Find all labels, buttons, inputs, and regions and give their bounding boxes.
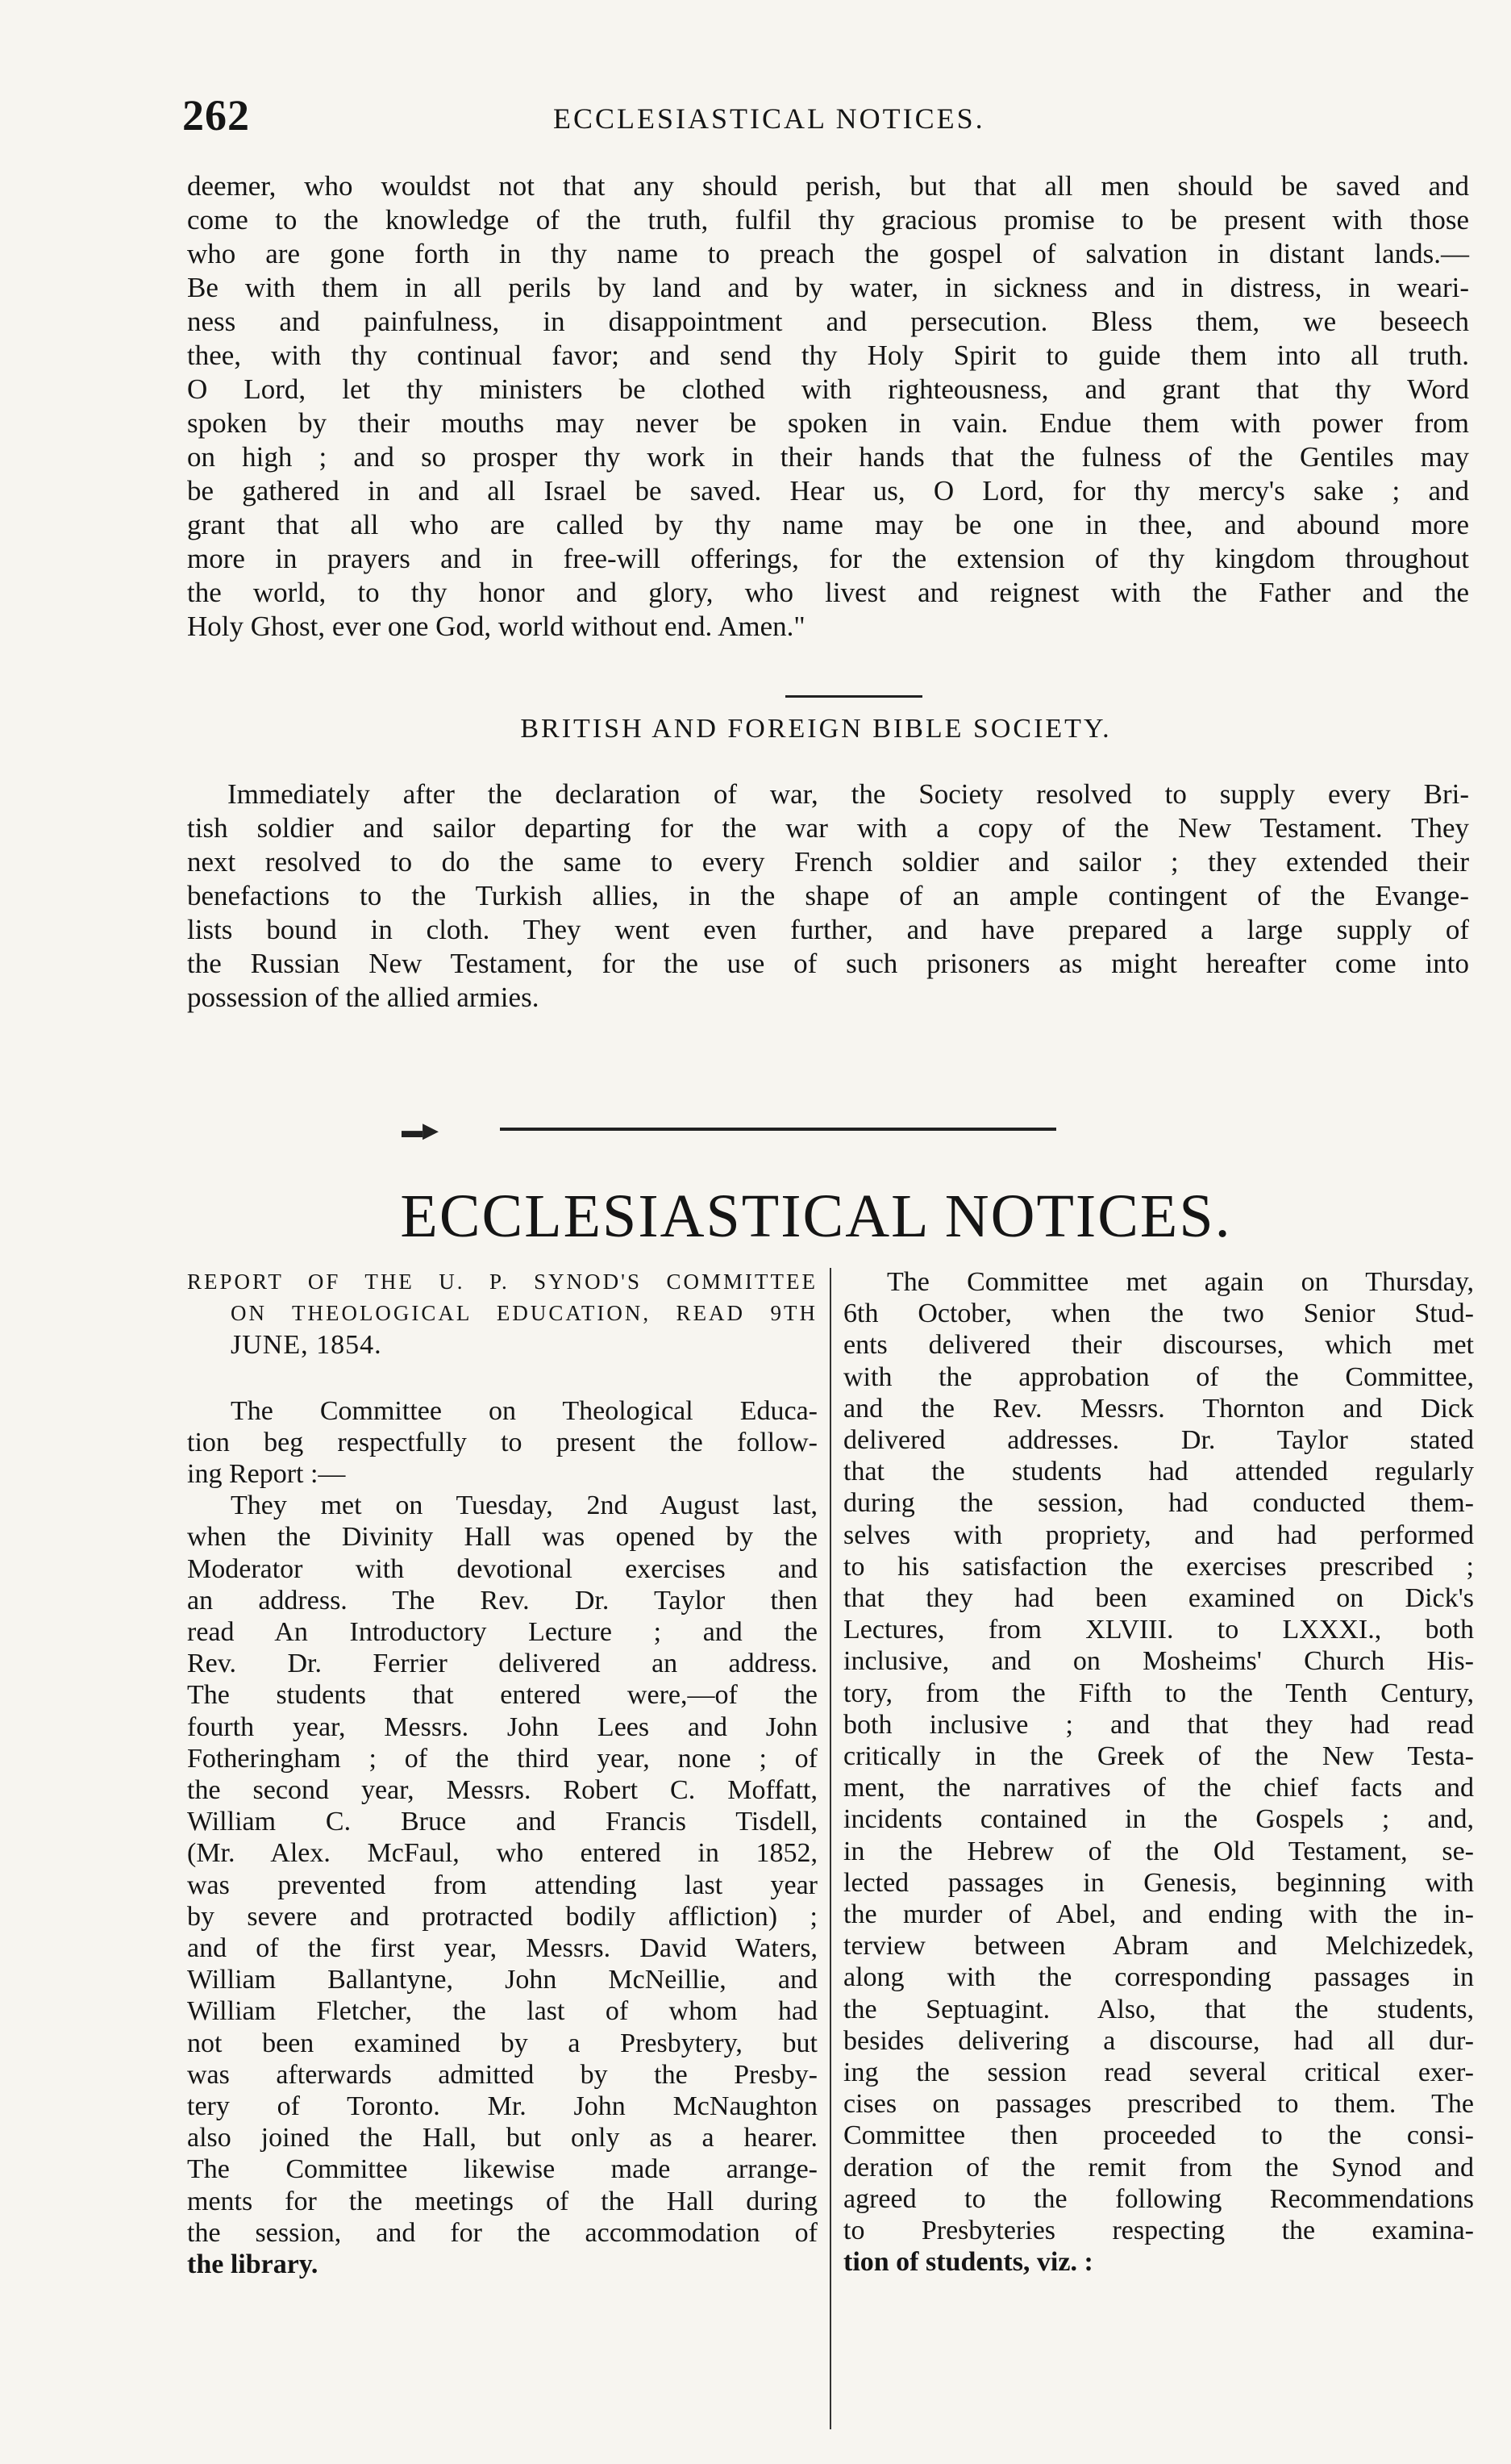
text-line: be gathered in and all Israel be saved. Hear us, O Lord, for thy mercy's sake ; and bbox=[187, 475, 1469, 507]
text-line: 6th October, when the two Senior Stud- bbox=[843, 1299, 1474, 1329]
report-title-line: REPORT OF THE U. P. SYNOD'S COMMITTEE bbox=[187, 1270, 818, 1294]
text-line: not been examined by a Presbytery, but bbox=[187, 2028, 818, 2058]
text-line: and of the first year, Messrs. David Waters, bbox=[187, 1933, 818, 1964]
text-line: to his satisfaction the exercises prescribed ; bbox=[843, 1551, 1474, 1582]
text-line: The Committee met again on Thursday, bbox=[887, 1267, 1474, 1297]
bible-society-heading bbox=[0, 714, 1511, 744]
section-title-text: ECCLESIASTICAL NOTICES. bbox=[400, 1182, 1232, 1250]
text-line: tish soldier and sailor departing for the war with a copy of the New Testament. They bbox=[187, 812, 1469, 844]
report-date: JUNE, 1854. bbox=[231, 1330, 382, 1361]
spacer bbox=[187, 1363, 818, 1395]
text-line: when the Divinity Hall was opened by the bbox=[187, 1522, 818, 1553]
text-line: Committee then proceeded to the consi- bbox=[843, 2120, 1474, 2151]
text-line: Be with them in all perils by land and by water, in sickness and in distress, in weari- bbox=[187, 272, 1469, 303]
text-line: also joined the Hall, but only as a hearer. bbox=[187, 2123, 818, 2153]
text-line: O Lord, let thy ministers be clothed with righteousness, and grant that thy Word bbox=[187, 373, 1469, 405]
text-line: Fotheringham ; of the third year, none ; of bbox=[187, 1743, 818, 1774]
text-line: Holy Ghost, ever one God, world without end. Amen." bbox=[187, 611, 805, 642]
text-line: the murder of Abel, and ending with the in- bbox=[843, 1899, 1474, 1930]
text-line: the world, to thy honor and glory, who livest and reignest with the Father and the bbox=[187, 577, 1469, 608]
text-line: the Russian New Testament, for the use of such prisoners as might hereafter come into bbox=[187, 948, 1469, 979]
text-line: Immediately after the declaration of war, the Society resolved to supply every Bri- bbox=[227, 778, 1469, 810]
text-line: spoken by their mouths may never be spoken in vain. Endue them with power from bbox=[187, 407, 1469, 439]
text-line: William Ballantyne, John McNeillie, and bbox=[187, 1965, 818, 1995]
text-line: tion beg respectfully to present the follow- bbox=[187, 1427, 818, 1457]
page-number: 262 bbox=[182, 91, 250, 140]
text-line: The students that entered were,—of the bbox=[187, 1680, 818, 1711]
bible-society-text bbox=[187, 778, 1469, 1015]
ornament-dash-icon: ▬▶ bbox=[402, 1119, 439, 1142]
text-line: read An Introductory Lecture ; and the bbox=[187, 1617, 818, 1648]
left-column bbox=[187, 1266, 818, 2280]
text-line: tery of Toronto. Mr. John McNaughton bbox=[187, 2091, 818, 2122]
text-line: agreed to the following Recommendations bbox=[843, 2183, 1474, 2214]
text-line: an address. The Rev. Dr. Taylor then bbox=[187, 1585, 818, 1616]
text-line: in the Hebrew of the Old Testament, se- bbox=[843, 1836, 1474, 1866]
text-line: incidents contained in the Gospels ; and, bbox=[843, 1804, 1474, 1835]
text-line: the session, and for the accommodation of bbox=[187, 2217, 818, 2248]
text-line: tory, from the Fifth to the Tenth Century, bbox=[843, 1678, 1474, 1708]
text-line: fourth year, Messrs. John Lees and John bbox=[187, 1711, 818, 1742]
text-line: who are gone forth in thy name to preach the gospel of salvation in distant lands.— bbox=[187, 238, 1469, 269]
text-line: thee, with thy continual favor; and send thy Holy Spirit to guide them into all truth. bbox=[187, 340, 1469, 371]
running-title: ECCLESIASTICAL NOTICES. bbox=[553, 102, 985, 135]
text-line: both inclusive ; and that they had read bbox=[843, 1709, 1474, 1740]
text-line: inclusive, and on Mosheims' Church His- bbox=[843, 1646, 1474, 1677]
section-title bbox=[0, 1182, 1511, 1252]
text-line: terview between Abram and Melchizedek, bbox=[843, 1931, 1474, 1962]
text-line: and the Rev. Messrs. Thornton and Dick bbox=[843, 1393, 1474, 1424]
text-line: deration of the remit from the Synod and bbox=[843, 2152, 1474, 2183]
text-line: benefactions to the Turkish allies, in the shape of an ample contingent of the Evange- bbox=[187, 880, 1469, 911]
text-line: Rev. Dr. Ferrier delivered an address. bbox=[187, 1649, 818, 1679]
page-header bbox=[182, 90, 1472, 147]
text-line: Lectures, from XLVIII. to LXXXI., both bbox=[843, 1615, 1474, 1645]
text-line: selves with propriety, and had performed bbox=[843, 1520, 1474, 1550]
text-line: more in prayers and in free-will offerings, for the extension of thy kingdom throughout bbox=[187, 543, 1469, 574]
text-line: Moderator with devotional exercises and bbox=[187, 1553, 818, 1584]
prayer-text bbox=[187, 169, 1469, 644]
text-line: on high ; and so prosper thy work in their hands that the fulness of the Gentiles may bbox=[187, 441, 1469, 473]
text-line: next resolved to do the same to every French soldier and sailor ; they extended their bbox=[187, 846, 1469, 878]
column-divider bbox=[830, 1268, 831, 2429]
text-line: cises on passages prescribed to them. The bbox=[843, 2089, 1474, 2120]
bible-society-heading-text: BRITISH AND FOREIGN BIBLE SOCIETY. bbox=[520, 714, 1112, 744]
text-line: lected passages in Genesis, beginning with bbox=[843, 1867, 1474, 1898]
text-line: delivered addresses. Dr. Taylor stated bbox=[843, 1425, 1474, 1456]
text-line: possession of the allied armies. bbox=[187, 982, 539, 1013]
text-line: ents delivered their discourses, which met bbox=[843, 1330, 1474, 1361]
text-line: the library. bbox=[187, 2249, 318, 2280]
text-line: that the students had attended regularly bbox=[843, 1457, 1474, 1487]
text-line: that they had been examined on Dick's bbox=[843, 1583, 1474, 1614]
text-line: William C. Bruce and Francis Tisdell, bbox=[187, 1807, 818, 1837]
text-line: ing Report :— bbox=[187, 1459, 346, 1490]
text-line: the Septuagint. Also, that the students, bbox=[843, 1994, 1474, 2024]
report-title-line: ON THEOLOGICAL EDUCATION, READ 9TH bbox=[231, 1301, 818, 1326]
text-line: They met on Tuesday, 2nd August last, bbox=[231, 1490, 818, 1521]
text-line: was prevented from attending last year bbox=[187, 1870, 818, 1900]
text-line: deemer, who wouldst not that any should perish, but that all men should be saved and bbox=[187, 170, 1469, 202]
text-line: to Presbyteries respecting the examina- bbox=[843, 2216, 1474, 2246]
text-line: besides delivering a discourse, had all dur- bbox=[843, 2025, 1474, 2056]
text-line: the second year, Messrs. Robert C. Moffatt, bbox=[187, 1775, 818, 1806]
text-line: William Fletcher, the last of whom had bbox=[187, 1996, 818, 2027]
text-line: lists bound in cloth. They went even further, and have prepared a large supply of bbox=[187, 914, 1469, 945]
text-line: ing the session read several critical exer- bbox=[843, 2058, 1474, 2088]
text-line: ments for the meetings of the Hall during bbox=[187, 2186, 818, 2216]
text-line: during the session, had conducted them- bbox=[843, 1488, 1474, 1519]
text-line: along with the corresponding passages in bbox=[843, 1962, 1474, 1993]
text-line: (Mr. Alex. McFaul, who entered in 1852, bbox=[187, 1838, 818, 1869]
text-line: The Committee likewise made arrange- bbox=[187, 2154, 818, 2185]
long-divider bbox=[500, 1128, 1056, 1131]
text-line: by severe and protracted bodily affliction) ; bbox=[187, 1901, 818, 1932]
text-line: tion of students, viz. : bbox=[843, 2247, 1093, 2278]
report-title-line bbox=[187, 1329, 818, 1362]
short-divider bbox=[785, 695, 922, 698]
text-line: come to the knowledge of the truth, fulfil thy gracious promise to be present with those bbox=[187, 204, 1469, 236]
text-line: grant that all who are called by thy name may be one in thee, and abound more bbox=[187, 509, 1469, 540]
text-line: The Committee on Theological Educa- bbox=[231, 1395, 818, 1426]
text-line: with the approbation of the Committee, bbox=[843, 1361, 1474, 1392]
text-line: critically in the Greek of the New Testa- bbox=[843, 1741, 1474, 1772]
text-line: was afterwards admitted by the Presby- bbox=[187, 2059, 818, 2090]
text-line: ment, the narratives of the chief facts and bbox=[843, 1773, 1474, 1803]
right-column bbox=[843, 1266, 1474, 2278]
text-line: ness and painfulness, in disappointment and persecution. Bless them, we beseech bbox=[187, 306, 1469, 337]
